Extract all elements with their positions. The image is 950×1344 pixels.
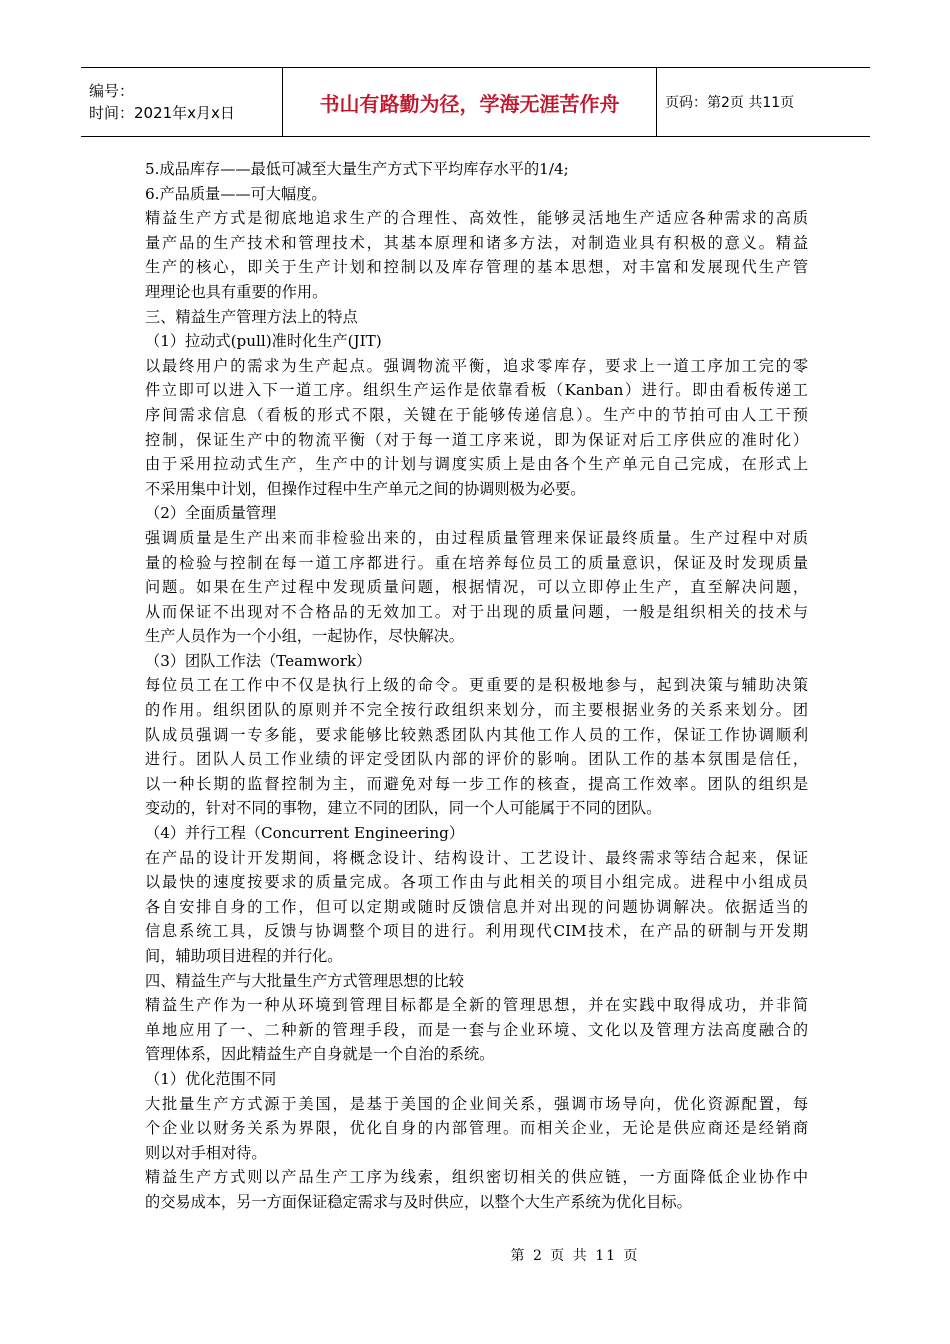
body-line: 在产品的设计开发期间，将概念设计、结构设计、工艺设计、最终需求等结合起来，保证 (145, 848, 808, 867)
body-line: （3）团队工作法（Teamwork） (145, 651, 372, 670)
header-motto: 书山有路勤为径，学海无涯苦作舟 (283, 68, 657, 136)
body-line: 则以对手相对待。 (145, 1143, 267, 1162)
body-line: 序间需求信息（看板的形式不限，关键在于能够传递信息）。生产中的节拍可由人工干预 (145, 405, 808, 424)
page-footer: 第 2 页 共 11 页 (510, 1248, 640, 1264)
body-line: 以最终用户的需求为生产起点。强调物流平衡，追求零库存，要求上一道工序加工完的零 (145, 356, 808, 375)
body-line: 精益生产方式则以产品生产工序为线索，组织密切相关的供应链，一方面降低企业协作中 (145, 1168, 808, 1187)
body-line: 的交易成本，另一方面保证稳定需求与及时供应，以整个大生产系统为优化目标。 (145, 1192, 692, 1211)
body-line: 生产的核心，即关于生产计划和控制以及库存管理的基本思想，对丰富和发展现代生产管 (145, 258, 808, 277)
body-line: 理理论也具有重要的作用。 (145, 282, 328, 301)
body-line: （1）优化范围不同 (145, 1069, 277, 1088)
body-line: 进行。团队人员工作业绩的评定受团队内部的评价的影响。团队工作的基本氛围是信任， (145, 750, 808, 769)
body-line: 四、精益生产与大批量生产方式管理思想的比较 (145, 971, 464, 990)
body-line: 由于采用拉动式生产，生产中的计划与调度实质上是由各个生产单元自己完成，在形式上 (145, 455, 808, 474)
body-line: 变动的，针对不同的事物，建立不同的团队，同一个人可能属于不同的团队。 (145, 799, 662, 818)
body-line: 量产品的生产技术和管理技术，其基本原理和诸多方法，对制造业具有积极的意义。精益 (145, 233, 808, 252)
body-line: （4）并行工程（Concurrent Engineering） (145, 824, 465, 843)
body-line: 每位员工在工作中不仅是执行上级的命令。更重要的是积极地参与，起到决策与辅助决策 (145, 676, 808, 695)
body-line: 不采用集中计划，但操作过程中生产单元之间的协调则极为必要。 (145, 479, 586, 498)
body-line: 队成员强调一专多能，要求能够比较熟悉团队内其他工作人员的工作，保证工作协调顺利 (145, 725, 808, 744)
body-line: 的作用。组织团队的原则并不完全按行政组织来划分，而主要根据业务的关系来划分。团 (145, 701, 808, 720)
header-page-number: 页码：第2页 共11页 (665, 95, 795, 111)
body-line: 信息系统工具，反馈与协调整个项目的进行。利用现代CIM技术，在产品的研制与开发期 (145, 922, 808, 941)
page-header (81, 67, 870, 137)
body-line: 精益生产方式是彻底地追求生产的合理性、高效性，能够灵活地生产适应各种需求的高质 (145, 209, 808, 228)
body-line: 6.产品质量——可大幅度。 (145, 184, 327, 203)
document-body (145, 157, 808, 1215)
doc-code-label: 编号： (89, 82, 135, 100)
body-line: 强调质量是生产出来而非检验出来的，由过程质量管理来保证最终质量。生产过程中对质 (145, 528, 808, 547)
body-line: （1）拉动式(pull)准时化生产(JIT) (145, 332, 382, 351)
body-line: 精益生产作为一种从环境到管理目标都是全新的管理思想，并在实践中取得成功，并非简 (145, 996, 808, 1015)
body-line: 三、精益生产管理方法上的特点 (145, 307, 358, 326)
body-line: 控制，保证生产中的物流平衡（对于每一道工序来说，即为保证对后工序供应的准时化） (145, 430, 808, 449)
body-line: 个企业以财务关系为界限，优化自身的内部管理。而相关企业，无论是供应商还是经销商 (145, 1119, 808, 1138)
body-line: 间，辅助项目进程的并行化。 (145, 947, 343, 965)
body-line: 5.成品库存——最低可减至大量生产方式下平均库存水平的1/4; (145, 160, 569, 178)
body-line: 从而保证不出现对不合格品的无效加工。对于出现的质量问题，一般是组织相关的技术与 (145, 602, 808, 621)
body-line: （2）全面质量管理 (145, 504, 277, 523)
body-line: 单地应用了一、二种新的管理手段，而是一套与企业环境、文化以及管理方法高度融合的 (145, 1020, 808, 1039)
body-line: 以最快的速度按要求的质量完成。各项工作由与此相关的项目小组完成。进程中小组成员 (145, 873, 808, 892)
body-line: 问题。如果在生产过程中发现质量问题，根据情况，可以立即停止生产，直至解决问题， (145, 578, 808, 597)
body-line: 各自安排自身的工作，但可以定期或随时反馈信息并对出现的问题协调解决。依据适当的 (145, 897, 808, 916)
body-line: 件立即可以进入下一道工序。组织生产运作是依靠看板（Kanban）进行。即由看板传递工 (145, 381, 808, 400)
body-line: 管理体系，因此精益生产自身就是一个自治的系统。 (145, 1045, 495, 1064)
body-line: 大批量生产方式源于美国，是基于美国的企业间关系，强调市场导向，优化资源配置，每 (145, 1094, 808, 1113)
doc-time-label: 时间：2021年x月x日 (89, 104, 235, 122)
body-line: 以一种长期的监督控制为主，而避免对每一步工作的核查，提高工作效率。团队的组织是 (145, 774, 808, 793)
body-line: 生产人员作为一个小组，一起协作，尽快解决。 (145, 627, 464, 646)
body-line: 量的检验与控制在每一道工序都进行。重在培养每位员工的质量意识，保证及时发现质量 (145, 553, 808, 572)
header-meta (81, 68, 283, 136)
